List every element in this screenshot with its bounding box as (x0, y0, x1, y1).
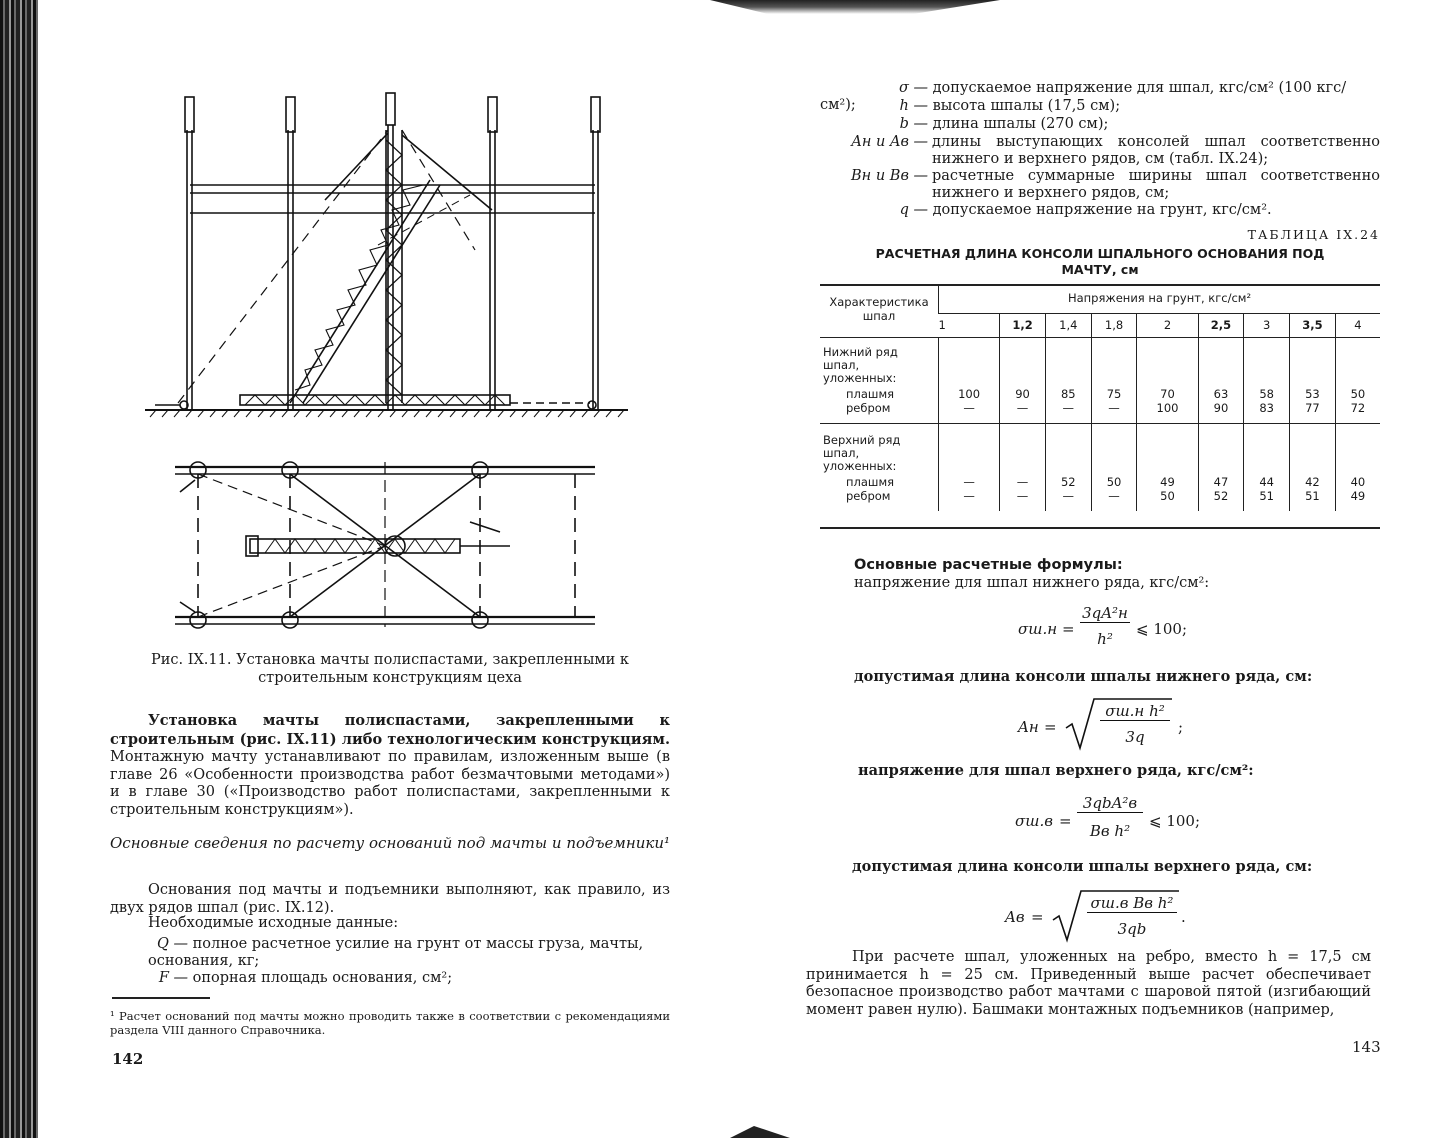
definition-text: длины выступающих консолей шпал соответственно нижнего и верхнего рядов, см (табл. IX.24); (932, 134, 1380, 167)
figure-caption: Рис. IX.11. Установка мачты полиспастами, закрепленными к строительным конструкциям цеха (151, 652, 629, 686)
table-group-header: Напряжения на грунт, кгс/см² (939, 285, 1381, 314)
table-column-header: 2,5 (1198, 314, 1244, 338)
definition-h (820, 98, 1380, 115)
paragraph-final: При расчете шпал, уложенных на ребро, вместо h = 17,5 см принимается h = 25 см. Приведенный выше расчет обеспечивает безопасное производство работ мачтами с шаровой пятой (изгибающий момент равен нулю). Башмаки монтажных подъемников (например, (806, 949, 1371, 1018)
formula-numerator: σш.в Bв h² (1087, 894, 1177, 913)
table-cell-empty (1290, 338, 1336, 388)
table-cell: 100 (1137, 401, 1198, 424)
table-row (820, 401, 1380, 424)
table-cell-empty (1335, 338, 1380, 388)
table-label: ТАБЛИЦА IX.24 (1247, 227, 1380, 242)
formula-A-lower: Aн = σш.н h² 3q ; (1018, 694, 1218, 754)
formula-lhs: Aв (1005, 908, 1025, 926)
table-row-label: плашмя (846, 387, 895, 401)
formula-numerator: σш.н h² (1100, 702, 1170, 721)
table-row-label: ребром (846, 489, 891, 503)
definition-B (820, 168, 1380, 202)
table-column-header: 3 (1244, 314, 1290, 338)
formula2-intro: допустимая длина консоли шпалы нижнего ряда, см: (854, 668, 1313, 685)
table-cell: 63 (1198, 387, 1244, 401)
paragraph-body: Монтажную мачту устанавливают по правилам, изложенным выше (в главе 26 «Особенности производства работ безмачтовыми методами») и в главе 30 («Производство работ полиспастами, закрепленными к строительным конструкциям»). (110, 749, 670, 818)
footnote: ¹ Расчет оснований под мачты можно проводить также в соответствии с рекомендациями раздела VIII данного Справочника. (110, 1009, 670, 1037)
paragraph-foundations: Основания под мачты и подъемники выполняют, как правило, из двух рядов шпал (рис. IX.12). (110, 882, 670, 916)
paragraph-bold-lead: Установка мачты полиспастами, закрепленными к строительным (рис. IX.11) либо технологическим конструкциям. (110, 712, 670, 748)
table-column-header: 1,2 (1000, 314, 1046, 338)
formula4-intro: допустимая длина консоли шпалы верхнего ряда, см: (852, 858, 1313, 875)
table-cell: — (1091, 489, 1137, 511)
table-cell-empty (1000, 338, 1046, 388)
table-cell: 51 (1290, 489, 1336, 511)
table-title: РАСЧЕТНАЯ ДЛИНА КОНСОЛИ ШПАЛЬНОГО ОСНОВАНИЯ ПОД МАЧТУ, см (875, 246, 1325, 277)
definition-q (820, 202, 1380, 219)
formula-numerator: 3qbA²в (1077, 794, 1143, 813)
formula1-intro: напряжение для шпал нижнего ряда, кгс/см²: (854, 575, 1210, 591)
definition-text: допускаемое напряжение для шпал, кгс/см² (100 кгс/см²); (820, 80, 1347, 113)
formula-lhs: σш.н (1018, 620, 1058, 638)
table-cell: 42 (1290, 475, 1336, 489)
table-cell: 90 (1198, 401, 1244, 424)
table-cell: 90 (1000, 387, 1046, 401)
table-cell: 75 (1091, 387, 1137, 401)
table-cell: 58 (1244, 387, 1290, 401)
table-cell-empty (1335, 424, 1380, 475)
table-cell: — (1045, 401, 1091, 424)
definition-symbol: σ — (898, 80, 928, 96)
table-column-header: 1,8 (1091, 314, 1137, 338)
table-cell-empty (1198, 338, 1244, 388)
table-cell-empty (1091, 424, 1137, 475)
table-cell: — (1091, 401, 1137, 424)
table-group-row (820, 338, 1380, 388)
table-column-header: 1 (939, 314, 1000, 338)
table-cell-empty (1000, 424, 1046, 475)
table-cell-empty (1137, 338, 1198, 388)
table-group-label: Верхний ряд шпал, уложенных: (823, 433, 901, 473)
table-cell-empty (1091, 338, 1137, 388)
table-cell: 85 (1045, 387, 1091, 401)
table-cell-empty (1045, 338, 1091, 388)
formula-denominator: 3qb (1117, 920, 1147, 938)
table-row-label: плашмя (846, 475, 895, 489)
page-fold-shadow-bottom (730, 1126, 790, 1138)
table-cell-empty (1244, 338, 1290, 388)
table-cell: 50 (1335, 387, 1380, 401)
table-row (820, 387, 1380, 401)
table-bottom-rule (820, 527, 1380, 529)
table-cell: 50 (1091, 475, 1137, 489)
table-row (820, 489, 1380, 511)
table-cell-empty (1198, 424, 1244, 475)
book-spine-shadow (0, 0, 38, 1138)
formula-end: . (1181, 908, 1186, 926)
data-table (820, 285, 1380, 511)
table-cell: — (939, 401, 1000, 424)
table-row (820, 475, 1380, 489)
definition-F (148, 970, 670, 987)
paragraph-required-data: Необходимые исходные данные: (148, 915, 399, 931)
formula-rhs: ⩽ 100; (1136, 620, 1188, 638)
table-cell-empty (1137, 424, 1198, 475)
table-cell-empty (939, 338, 1000, 388)
table-group-row (820, 424, 1380, 475)
formula-rhs: ⩽ 100; (1149, 812, 1201, 830)
table-column-header: 4 (1335, 314, 1380, 338)
formula-denominator: Bв h² (1089, 822, 1131, 840)
definition-text: длина шпалы (270 см); (932, 116, 1109, 132)
definition-text: опорная площадь основания, см²; (192, 970, 453, 986)
definition-text: высота шпалы (17,5 см); (932, 98, 1121, 114)
definition-symbol: q — (899, 202, 928, 218)
table-cell: 53 (1290, 387, 1336, 401)
formula-numerator: 3qA²н (1080, 604, 1130, 623)
page-number-left: 142 (112, 1050, 144, 1068)
definition-A (820, 134, 1380, 168)
definition-symbol: h — (899, 98, 928, 114)
table-cell: 50 (1137, 489, 1198, 511)
table-cell: 52 (1045, 475, 1091, 489)
paragraph-mast-installation (110, 712, 670, 819)
table-cell-empty (1045, 424, 1091, 475)
table-cell: 47 (1198, 475, 1244, 489)
formula-A-upper: Aв = σш.в Bв h² 3qb . (1005, 886, 1205, 946)
table-column-header: 1,4 (1045, 314, 1091, 338)
table-cell: 51 (1244, 489, 1290, 511)
table-cell: 77 (1290, 401, 1336, 424)
figure-plan-drawing (170, 452, 610, 637)
table-cell: 70 (1137, 387, 1198, 401)
table-group-label: Нижний ряд шпал, уложенных: (823, 345, 898, 385)
page-number-right: 143 (1352, 1038, 1381, 1056)
figure-elevation-drawing (140, 85, 640, 430)
table-cell: 100 (939, 387, 1000, 401)
table-cell-empty (1290, 424, 1336, 475)
definition-symbol: Bн и Bв — (851, 168, 928, 184)
table-row-label: ребром (846, 401, 891, 415)
table-cell: — (1000, 475, 1046, 489)
table-cell: 52 (1198, 489, 1244, 511)
definition-symbol: b — (899, 116, 928, 132)
table-cell-empty (1244, 424, 1290, 475)
formula-denominator: 3q (1125, 728, 1145, 746)
table-cell: 44 (1244, 475, 1290, 489)
table-cell: 83 (1244, 401, 1290, 424)
definition-b (820, 116, 1380, 133)
formula-lhs: σш.в (1015, 812, 1053, 830)
table-cell: 72 (1335, 401, 1380, 424)
formula-sigma-upper: σш.в = 3qbA²в Bв h² ⩽ 100; (1015, 794, 1201, 840)
table-cell: — (1000, 401, 1046, 424)
formulas-heading: Основные расчетные формулы: (854, 557, 1123, 573)
table-cell: 40 (1335, 475, 1380, 489)
definition-symbol: Q — (157, 936, 188, 952)
table-column-header: 3,5 (1290, 314, 1336, 338)
formula-sigma-lower: σш.н = 3qA²н h² ⩽ 100; (1018, 604, 1188, 648)
definition-text: полное расчетное усилие на грунт от массы груза, мачты, основания, кг; (148, 936, 644, 969)
definition-text: допускаемое напряжение на грунт, кгс/см². (932, 202, 1272, 218)
definition-text: расчетные суммарные ширины шпал соответственно нижнего и верхнего рядов, см; (932, 168, 1380, 201)
table-cell: — (1000, 489, 1046, 511)
table-cell: — (939, 489, 1000, 511)
formula-lhs: Aн (1018, 718, 1039, 736)
table-cell: 49 (1335, 489, 1380, 511)
section-subheading: Основные сведения по расчету оснований под мачты и подъемники¹ (110, 834, 671, 852)
definition-symbol: F — (158, 970, 188, 986)
table-corner-header: Характеристика шпал (820, 285, 939, 338)
formula-denominator: h² (1097, 630, 1113, 648)
table-column-header: 2 (1137, 314, 1198, 338)
definition-Q (148, 936, 670, 970)
table-cell: — (1045, 489, 1091, 511)
table-cell-empty (939, 424, 1000, 475)
formula-end: ; (1178, 718, 1184, 736)
table-cell: 49 (1137, 475, 1198, 489)
footnote-separator (112, 997, 210, 999)
table-cell: — (939, 475, 1000, 489)
page-fold-shadow-top (710, 0, 1000, 14)
formula3-intro: напряжение для шпал верхнего ряда, кгс/см²: (858, 762, 1254, 779)
definition-symbol: Aн и Aв — (851, 134, 928, 150)
